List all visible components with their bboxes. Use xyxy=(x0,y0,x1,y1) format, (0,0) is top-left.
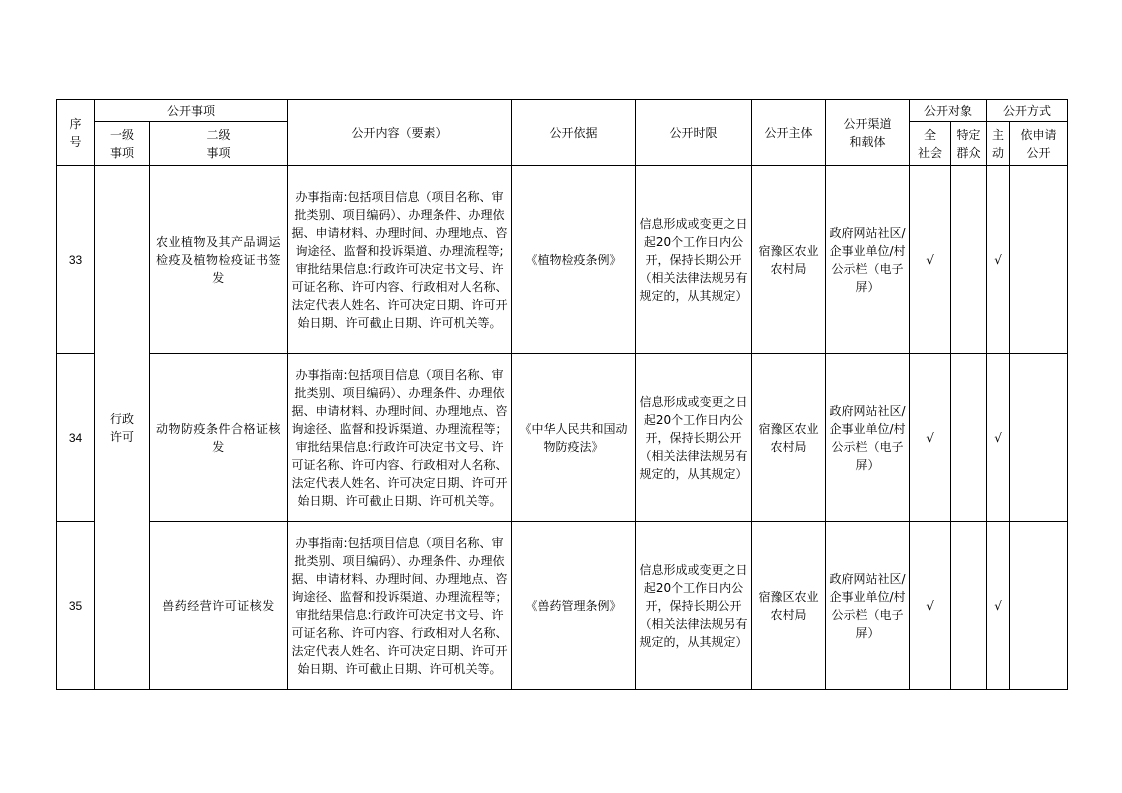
row-target-specific-check xyxy=(951,354,987,522)
row-basis: 《中华人民共和国动物防疫法》 xyxy=(512,354,636,522)
header-content: 公开内容（要素） xyxy=(288,100,512,166)
category-cell: 行政 许可 xyxy=(95,166,150,690)
table-row xyxy=(57,166,1068,354)
table-row xyxy=(57,522,1068,690)
header-subject: 公开主体 xyxy=(752,100,826,166)
header-channel: 公开渠道 和载体 xyxy=(826,100,910,166)
row-basis: 《植物检疫条例》 xyxy=(512,166,636,354)
row-method-active-check: √ xyxy=(987,166,1010,354)
row-method-active-check: √ xyxy=(987,354,1010,522)
row-content: 办事指南:包括项目信息（项目名称、审批类别、项目编码）、办理条件、办理依据、申请材料、办理时间、办理地点、咨询途径、监督和投诉渠道、办理流程等；审批结果信息:行政许可决定书文号、许可证名称、许可内容、行政相对人名称、法定代表人姓名、许可决定日期、许可开始日期、许可截止日期、许可机关等。 xyxy=(288,354,512,522)
row-level2: 动物防疫条件合格证核发 xyxy=(150,354,288,522)
header-seq: 序 号 xyxy=(57,100,95,166)
row-channel: 政府网站社区/企事业单位/村公示栏（电子屏） xyxy=(826,522,910,690)
header-target-group: 公开对象 xyxy=(910,100,987,122)
header-items-group: 公开事项 xyxy=(95,100,288,122)
row-level2: 兽药经营许可证核发 xyxy=(150,522,288,690)
header-level2: 二级 事项 xyxy=(150,122,288,166)
row-content: 办事指南:包括项目信息（项目名称、审批类别、项目编码）、办理条件、办理依据、申请材料、办理时间、办理地点、咨询途径、监督和投诉渠道、办理流程等；审批结果信息:行政许可决定书文号、许可证名称、许可内容、行政相对人名称、法定代表人姓名、许可决定日期、许可开始日期、许可截止日期、许可机关等。 xyxy=(288,522,512,690)
row-method-request-check xyxy=(1010,166,1068,354)
row-subject: 宿豫区农业农村局 xyxy=(752,354,826,522)
row-target-specific-check xyxy=(951,166,987,354)
row-seq: 35 xyxy=(57,522,95,690)
row-target-all-check: √ xyxy=(910,354,951,522)
header-level1: 一级 事项 xyxy=(95,122,150,166)
header-method-request: 依申请 公开 xyxy=(1010,122,1068,166)
header-target-specific: 特定 群众 xyxy=(951,122,987,166)
row-time-limit: 信息形成或变更之日起20个工作日内公开，保持长期公开（相关法律法规另有规定的，从其规定） xyxy=(636,354,752,522)
header-target-all: 全 社会 xyxy=(910,122,951,166)
row-subject: 宿豫区农业农村局 xyxy=(752,522,826,690)
header-time-limit: 公开时限 xyxy=(636,100,752,166)
row-subject: 宿豫区农业农村局 xyxy=(752,166,826,354)
header-basis: 公开依据 xyxy=(512,100,636,166)
row-content: 办事指南:包括项目信息（项目名称、审批类别、项目编码）、办理条件、办理依据、申请材料、办理时间、办理地点、咨询途径、监督和投诉渠道、办理流程等; 审批结果信息:行政许可决定书文号、许可证名称、许可内容、行政相对人名称、法定代表人姓名、许可决定日期、许可开始日期、许可截止日期、许可机关等。 xyxy=(288,166,512,354)
disclosure-table xyxy=(56,99,1068,690)
row-channel: 政府网站社区/企事业单位/村公示栏（电子屏） xyxy=(826,166,910,354)
row-level2: 农业植物及其产品调运检疫及植物检疫证书签发 xyxy=(150,166,288,354)
header-method-active: 主 动 xyxy=(987,122,1010,166)
header-row-1 xyxy=(57,100,1068,122)
row-time-limit: 信息形成或变更之日起20个工作日内公开，保持长期公开（相关法律法规另有规定的，从其规定） xyxy=(636,166,752,354)
row-method-request-check xyxy=(1010,354,1068,522)
header-method-group: 公开方式 xyxy=(987,100,1068,122)
row-seq: 33 xyxy=(57,166,95,354)
row-method-active-check: √ xyxy=(987,522,1010,690)
row-target-all-check: √ xyxy=(910,166,951,354)
row-target-all-check: √ xyxy=(910,522,951,690)
row-channel: 政府网站社区/企事业单位/村公示栏（电子屏） xyxy=(826,354,910,522)
row-basis: 《兽药管理条例》 xyxy=(512,522,636,690)
table-row xyxy=(57,354,1068,522)
row-method-request-check xyxy=(1010,522,1068,690)
row-target-specific-check xyxy=(951,522,987,690)
row-seq: 34 xyxy=(57,354,95,522)
row-time-limit: 信息形成或变更之日起20个工作日内公开，保持长期公开（相关法律法规另有规定的，从其规定） xyxy=(636,522,752,690)
